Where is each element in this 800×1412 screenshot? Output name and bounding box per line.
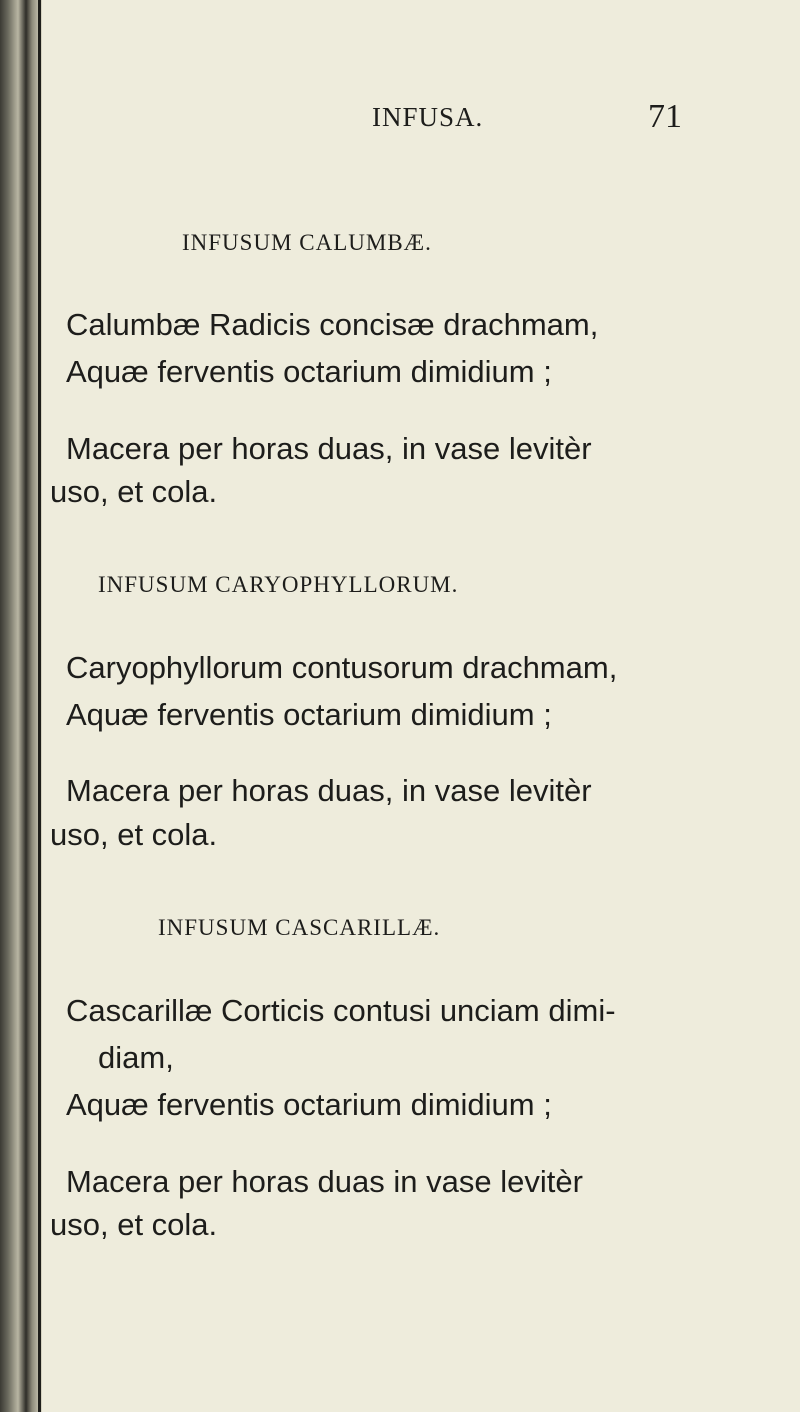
recipe-line: Macera per horas duas, in vase levitèr [66, 773, 592, 808]
running-head: INFUSA. [372, 102, 484, 132]
recipe-line: Aquæ ferventis octarium dimidium ; [66, 697, 552, 732]
recipe-line: Macera per horas duas in vase levitèr [66, 1164, 583, 1199]
page-header [372, 98, 692, 142]
recipe-line: Calumbæ Radicis concisæ drachmam, [66, 307, 599, 342]
recipe-line: uso, et cola. [50, 1207, 218, 1242]
section-title: INFUSUM CALUMBÆ. [182, 230, 432, 255]
recipe-line: Caryophyllorum contusorum drachmam, [66, 650, 618, 685]
section-title: INFUSUM CARYOPHYLLORUM. [98, 572, 459, 597]
recipe-line: Aquæ ferventis octarium dimidium ; [66, 1087, 552, 1122]
page-number: 71 [648, 98, 682, 135]
recipe-line: Cascarillæ Corticis contusi unciam dimi- [66, 993, 616, 1028]
book-spine-gutter [0, 0, 42, 1412]
recipe-line: diam, [98, 1040, 174, 1075]
recipe-line: Aquæ ferventis octarium dimidium ; [66, 354, 552, 389]
recipe-line: Macera per horas duas, in vase levitèr [66, 431, 592, 466]
recipe-line: uso, et cola. [50, 474, 218, 509]
gutter-edge [38, 0, 41, 1412]
recipe-line: uso, et cola. [50, 817, 218, 852]
section-title: INFUSUM CASCARILLÆ. [158, 915, 441, 940]
